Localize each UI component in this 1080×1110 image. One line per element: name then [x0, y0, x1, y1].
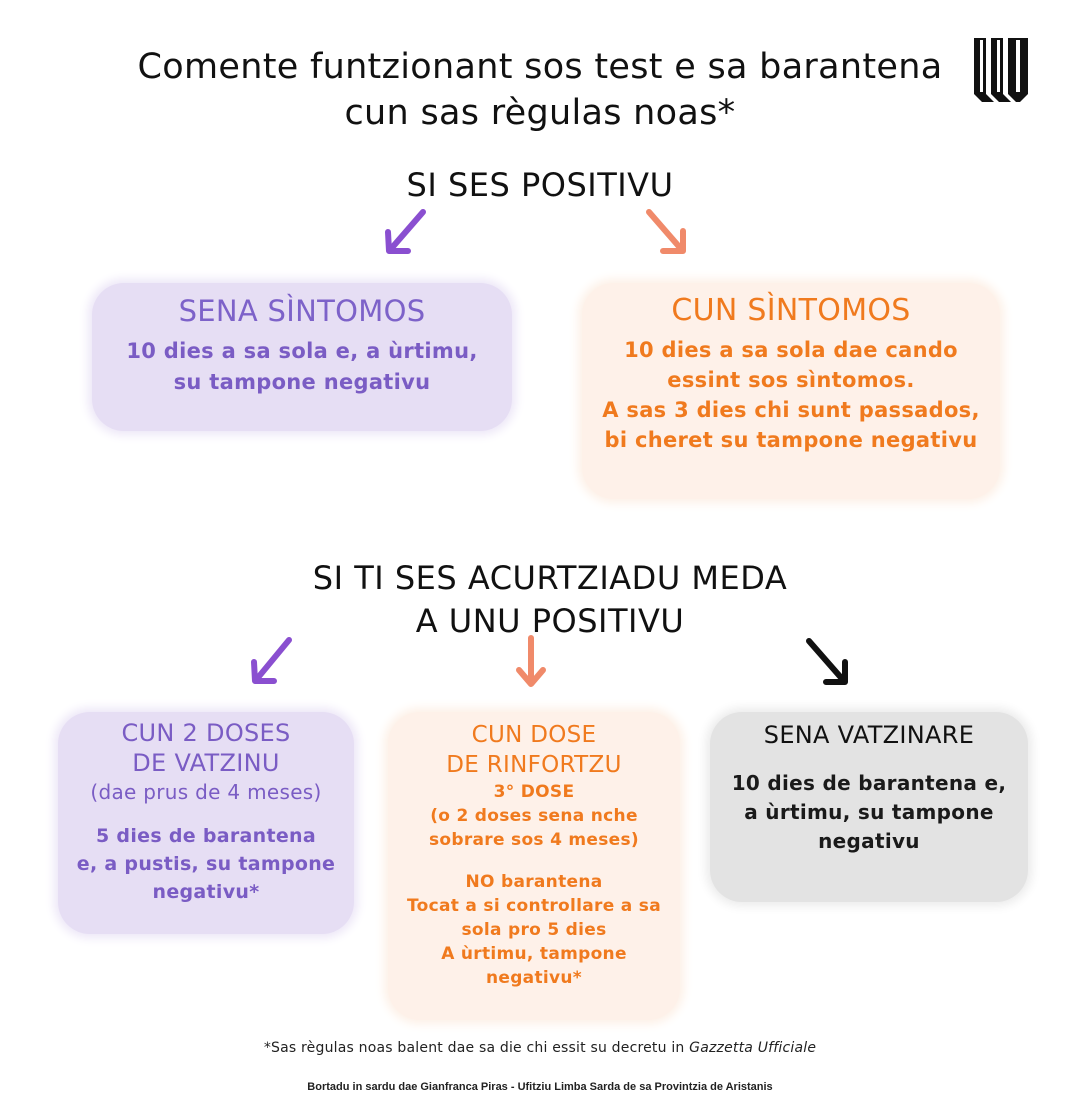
body-line: Tocat a si controllare a sa — [407, 896, 661, 916]
section-contact-heading — [0, 557, 1080, 643]
title-line-2: cun sas règulas noas* — [344, 93, 736, 133]
title-line: DE RINFORTZU — [446, 752, 622, 778]
footnote-text: *Sas règulas noas balent dae sa die chi essit su decretu in — [263, 1040, 690, 1056]
box-title: SENA SÌNTOMOS — [178, 294, 426, 328]
box-sena-vatzinare — [710, 712, 1028, 902]
body-line: 10 dies a sa sola dae cando — [624, 338, 958, 362]
body-line: 10 dies de barantena e, — [731, 771, 1007, 795]
body-line: essint sos sìntomos. — [667, 368, 915, 392]
translation-credit: Bortadu in sardu dae Gianfranca Piras - Ufitziu Limba Sarda de sa Provintzia de Aristanis — [307, 1081, 773, 1093]
heading-line-1: SI TI SES ACURTZIADU MEDA — [312, 559, 788, 597]
body-line: e, a pustis, su tampone — [76, 853, 336, 875]
body-line: negativu — [818, 829, 920, 853]
body-line: A ùrtimu, tampone — [441, 944, 627, 964]
footnote — [0, 1040, 1080, 1056]
subtitle-line: sobrare sos 4 meses) — [428, 830, 640, 850]
title-line-1: Comente funtzionant sos test e sa barantena — [137, 47, 943, 87]
box-cun-dose-rinfortzu — [388, 712, 680, 1020]
body-line: A sas 3 dies chi sunt passados, — [602, 398, 980, 422]
body-line: bi cheret su tampone negativu — [604, 428, 978, 452]
box-body — [92, 336, 512, 398]
box-title — [58, 718, 354, 778]
heading-line-2: A UNU POSITIVU — [415, 602, 685, 640]
title-line: CUN DOSE — [471, 722, 597, 748]
body-line: negativu* — [485, 968, 582, 988]
arrow-orange-2 — [519, 638, 543, 684]
arrow-black-2 — [809, 641, 845, 682]
body-line: 5 dies de barantena — [95, 825, 317, 847]
box-subtitle — [388, 780, 680, 852]
title-line: DE VATZINU — [132, 749, 280, 777]
box-cun-2-doses — [58, 712, 354, 934]
box-cun-sintomos — [582, 283, 1000, 499]
footnote-italic: Gazzetta Ufficiale — [689, 1040, 817, 1056]
box-subtitle: (dae prus de 4 meses) — [90, 780, 322, 804]
subtitle-line: 3° DOSE — [493, 782, 575, 802]
box-body — [388, 870, 680, 990]
box-body — [710, 769, 1028, 856]
body-line: su tampone negativu — [173, 370, 431, 394]
arrow-purple-1 — [388, 212, 423, 251]
arrow-purple-2 — [254, 640, 289, 681]
body-line: sola pro 5 dies — [461, 920, 607, 940]
subtitle-line: (o 2 doses sena nche — [430, 806, 638, 826]
body-line: 10 dies a sa sola e, a ùrtimu, — [126, 339, 478, 363]
box-title: CUN SÌNTOMOS — [671, 293, 911, 328]
body-line: a ùrtimu, su tampone — [744, 800, 994, 824]
body-line: negativu* — [152, 881, 260, 903]
box-title — [388, 720, 680, 780]
section-positive-heading: SI SES POSITIVU — [406, 166, 674, 204]
body-line: NO barantena — [465, 872, 603, 892]
title-line: CUN 2 DOSES — [121, 719, 291, 747]
arrow-orange-1 — [649, 212, 683, 251]
box-title: SENA VATZINARE — [763, 721, 975, 749]
box-body — [58, 822, 354, 906]
box-body — [582, 335, 1000, 455]
box-sena-sintomos — [92, 283, 512, 431]
